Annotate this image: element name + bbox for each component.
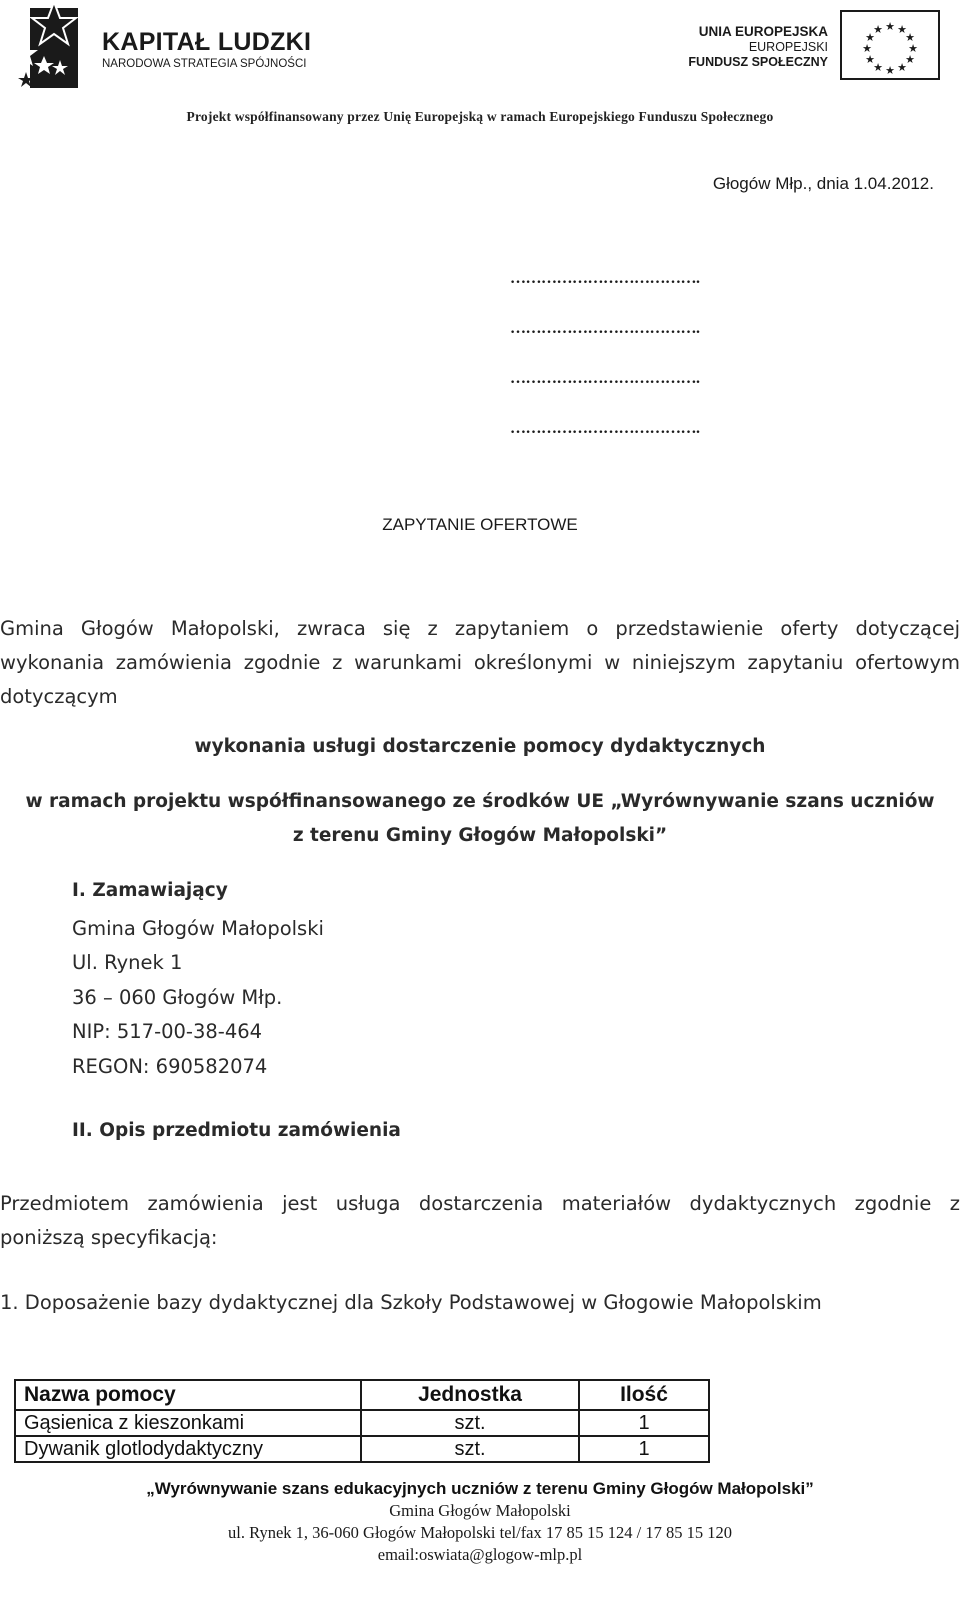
cell-unit: szt.: [361, 1410, 579, 1436]
svg-text:★: ★: [865, 31, 875, 44]
svg-text:★: ★: [905, 31, 915, 44]
footer-organization: Gmina Głogów Małopolski: [389, 1501, 571, 1520]
eu-line-1: UNIA EUROPEJSKA: [698, 24, 828, 39]
footer-address: ul. Rynek 1, 36-060 Głogów Małopolski tel/fax 17 85 15 124 / 17 85 15 120: [228, 1523, 732, 1542]
footer-project-name: „Wyrównywanie szans edukacyjnych uczniów z terenu Gminy Głogów Małopolski”: [146, 1479, 814, 1498]
table-row: [15, 1436, 709, 1462]
section-heading-ordering-party: I. Zamawiający: [72, 880, 228, 901]
eu-line-2: EUROPEJSKI: [748, 40, 828, 54]
table-row: [15, 1410, 709, 1436]
item-heading: 1. Doposażenie bazy dydaktycznej dla Szkoły Podstawowej w Głogowie Małopolskim: [0, 1291, 822, 1314]
footer-email: email:oswiata@glogow-mlp.pl: [377, 1545, 583, 1564]
intro-line: dotyczącym: [0, 685, 118, 708]
eu-logo: [680, 10, 940, 90]
subject-line: Przedmiotem zamówienia jest usługa dostarczenia materiałów dydaktycznych zgodnie z: [0, 1192, 960, 1215]
recipient-line: ……………………………….: [510, 420, 700, 437]
svg-text:★: ★: [865, 53, 875, 66]
document-title: ZAPYTANIE OFERTOWE: [382, 515, 578, 534]
svg-text:★: ★: [908, 42, 918, 55]
intro-line: Gmina Głogów Małopolski, zwraca się z zapytaniem o przedstawienie oferty dotyczącej: [0, 617, 960, 640]
kapital-ludzki-title: KAPITAŁ LUDZKI: [102, 28, 312, 56]
kapital-ludzki-subtitle: NARODOWA STRATEGIA SPÓJNOŚCI: [102, 58, 307, 70]
ordering-party-address: [72, 912, 324, 1084]
subject-line: poniższą specyfikacją:: [0, 1226, 218, 1249]
svg-text:★: ★: [897, 23, 907, 36]
eu-flag-icon: [840, 10, 940, 80]
subject-paragraph: [0, 1187, 960, 1255]
recipient-line: ……………………………….: [510, 370, 700, 387]
recipient-line: ……………………………….: [510, 270, 700, 287]
svg-text:★: ★: [897, 61, 907, 74]
cell-name: Dywanik glotlodydaktyczny: [15, 1436, 361, 1462]
cell-name: Gąsienica z kieszonkami: [15, 1410, 361, 1436]
service-heading: wykonania usługi dostarczenie pomocy dydaktycznych: [194, 736, 766, 757]
cell-quantity: 1: [579, 1436, 709, 1462]
table-header-row: [15, 1380, 709, 1410]
cell-unit: szt.: [361, 1436, 579, 1462]
project-line: w ramach projektu współfinansowanego ze środków UE „Wyrównywanie szans uczniów: [25, 791, 935, 812]
cell-quantity: 1: [579, 1410, 709, 1436]
kapital-ludzki-emblem-icon: [14, 0, 80, 96]
svg-text:★: ★: [873, 23, 883, 36]
recipient-line: ……………………………….: [510, 320, 700, 337]
section-heading-order-description: II. Opis przedmiotu zamówienia: [72, 1120, 401, 1141]
eu-logo-text: [688, 24, 828, 70]
column-header-name: Nazwa pomocy: [15, 1380, 361, 1410]
intro-line: wykonania zamówienia zgodnie z warunkami określonymi w niniejszym zapytaniu ofertowym: [0, 651, 960, 674]
intro-paragraph: [0, 612, 960, 714]
project-line: z terenu Gminy Głogów Małopolski”: [292, 825, 668, 846]
specification-table: [14, 1379, 710, 1463]
svg-text:★: ★: [862, 42, 872, 55]
column-header-unit: Jednostka: [361, 1380, 579, 1410]
svg-text:★: ★: [885, 64, 895, 77]
address-line: NIP: 517-00-38-464: [72, 1020, 263, 1044]
document-date: Głogów Młp., dnia 1.04.2012.: [712, 174, 934, 193]
svg-text:★: ★: [885, 20, 895, 33]
svg-text:★: ★: [905, 53, 915, 66]
address-line: Gmina Głogów Małopolski: [72, 917, 324, 940]
eu-stars-icon: [842, 12, 938, 78]
column-header-quantity: Ilość: [579, 1380, 709, 1410]
kapital-ludzki-logo: [14, 0, 344, 100]
address-line: 36 – 060 Głogów Młp.: [72, 985, 283, 1009]
svg-text:★: ★: [873, 61, 883, 74]
address-line: Ul. Rynek 1: [72, 951, 183, 975]
eu-line-3: FUNDUSZ SPOŁECZNY: [688, 55, 828, 69]
cofinancing-note: Projekt współfinansowany przez Unię Europejską w ramach Europejskiego Funduszu Społecznego: [186, 109, 774, 124]
address-line: REGON: 690582074: [72, 1054, 268, 1078]
